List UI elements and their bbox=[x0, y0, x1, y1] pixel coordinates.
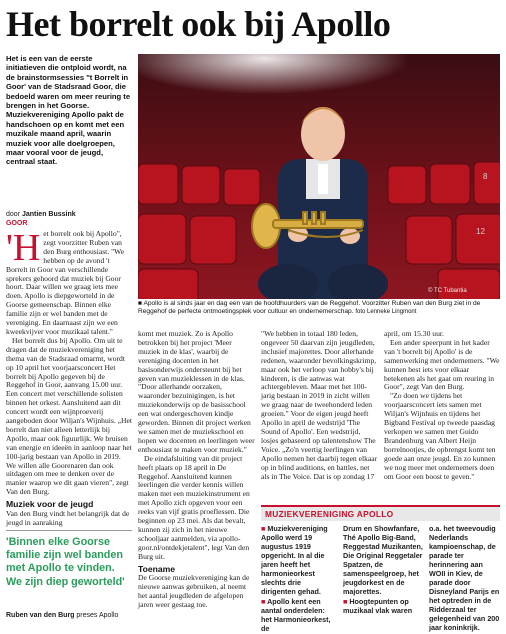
fact-item: ■ Muziekvereniging Apollo werd 19 augustus 1919 opgericht. In al die jaren heeft het harmonieorkest slechts drie dirigenten gehad. bbox=[261, 524, 328, 596]
paragraph: april, om 15.30 uur. bbox=[384, 329, 444, 338]
svg-text:12: 12 bbox=[476, 227, 485, 236]
paragraph: Het borrelt dus bij Apollo. Om uit te dragen dat de muziekvereniging het thema van de Stadsraad omarmt, wordt op 10 april het voorjaarsconcert Het borrelt bij Apollo gegeven bij de Reggehof in Goor, aanvang 15.00 uur. Een concert met verschillende solisten binnen het orkest. Aansluitend aan dit concert wordt een wijnproeverij aangeboden door Wiljan's Wijnhuis. „Het borrelt dan niet alleen letterlijk bij Apollo, maar ook figuurlijk. We bruisen van energie en ideeën in aanloop naar het 100-jarig bestaan van Apollo in 2019. We willen alle Goorenaren dan ook uitdagen om mee te denken over de manier waarop we dit gaan vieren", zegt Van den Burg. bbox=[6, 335, 132, 497]
photo-illustration bbox=[138, 54, 500, 299]
pull-quote: 'Binnen elke Goorse familie zijn wel banden met Apollo te vinden. We zijn diep geworteld' bbox=[6, 536, 125, 588]
article-photo bbox=[138, 54, 500, 299]
paragraph: et borrelt ook bij Apollo", zegt voorzitter Ruben van den Burg enthousiast. "We hebben op de avond 't Borrelt in Goor van verschillende sprekers gehoord dat muziek bij Goor hoort. Daar willen we graag iets mee doen. Apollo is diepgeworteld in de Goorse gemeenschap. Binnen elke familie zijn er wel banden met de vereniging. En daarnaast zijn we een kweekvijver voor muzikaal talent." bbox=[6, 229, 125, 336]
factbox-column-3 bbox=[429, 524, 501, 633]
article-column-4 bbox=[384, 330, 500, 481]
fact-item: ■ Apollo kent een aantal onderdelen: het Harmonieorkest, de bbox=[261, 597, 331, 633]
fact-item: ■ Hoogtepunten op muzikaal vlak waren bbox=[343, 597, 413, 615]
byline bbox=[6, 210, 132, 228]
drop-cap: 'H bbox=[6, 227, 41, 269]
bullet-icon: ■ bbox=[343, 597, 350, 606]
paragraph: "We hebben in totaal 180 leden, ongeveer 50 daarvan zijn jeugdleden, inclusief majorettes. Door allerhande redenen, waaronder bevolkingskrimp, maar ook het verloop van hobby's bij kinderen, is die aanwas wat achtergebleven. Maar met het 100-jarig bestaan in 2019 in zicht willen we graag naar de tweehonderd leden groeien." Voor de eigen jeugd heeft Apollo in april de wedstrijd 'The Sound of Apollo'. Een wedstrijd, losjes gebaseerd op talentenshow The Voice. „Zo'n veertig leerlingen van Apollo nemen het daarbij tegen elkaar op in blind auditions, en battles, net als in The Voice. Dat is op zondag 17 bbox=[261, 329, 378, 481]
article-column-3 bbox=[261, 330, 378, 481]
subheading: Toename bbox=[138, 563, 176, 574]
article-column-1 bbox=[6, 227, 132, 528]
paragraph: De Goorse muziekvereniging kan de nieuwe aanwas gebruiken, al neemt het aantal jeugdleden de afgelopen jaren weer gestaag toe. bbox=[138, 573, 250, 610]
pull-quote-source bbox=[6, 612, 136, 619]
paragraph: Van den Burg vindt het belangrijk dat de jeugd in aanraking bbox=[6, 509, 130, 527]
paragraph: Een ander speerpunt in het kader van 't borrelt bij Apollo' is de samenwerking met ondernemers. "We kunnen best iets voor elkaar betekenen als het gaat om reuring in Goor", zegt Van den Burg. bbox=[384, 337, 500, 392]
factbox-column-2 bbox=[343, 524, 423, 616]
fact-item: Drum en Showfanfare, Thé Apollo Big-Band, Reggestad Muzikanten, Die Original Reggetaler Spatzen, de samenspeelgroep, het jeugdorkest en de majorettes. bbox=[343, 524, 423, 596]
photo-caption bbox=[138, 300, 500, 316]
caption-credit: foto Lenneke Lingmont bbox=[355, 309, 417, 316]
paragraph: "Zo doen we tijdens het voorjaarsconcert iets samen met Wiljan's Wijnhuis en tijdens het Bigband Festival op tweede paasdag verkopen we samen met Guido Brandenburg van Albert Heijn borrelnootjes, de opbrengst komt ten goede aan onze jeugd. En zo kunnen we nog meer met ondernemers doen om Goor een boost te geven." bbox=[384, 391, 496, 481]
caption-text: ■ Apollo is al sinds jaar en dag een van de hoofdhuurders van de Reggehof. Voorzitter Ruben van den Burg ziet in de Reggehof de perfecte ontmoetingsplek voor cultuur en ondernemerschap. bbox=[138, 300, 481, 316]
paragraph: komt met muziek. Zo is Apollo betrokken bij het project 'Meer muziek in de klas', waarbij de vereniging docenten in het basisonderwijs ondersteunt bij het geven van muzieklessen in de klas. "Door allerhande oorzaken, waaronder bezuinigingen, is het muziekonderwijs op de basisschool een wat ondergeschoven kindje geworden. Binnen dit project werken we samen met de muziekschool en hopen we docenten en leerlingen weer enthousiast te maken voor muziek." bbox=[138, 329, 255, 454]
paragraph: De eindafsluiting van dit project heeft plaats op 18 april in De Reggehof. Aansluitend kunnen leerlingen die verder kennis willen maken met een muziekinstrument en met Apollo zich opgeven voor een reeks van vijf gratis proeflessen. Die beginnen op 23 mei. Als dat bevalt, kunnen zij zich in het nieuwe schooljaar aanmelden, via apollo-goor.nl/ontdekjetalent", legt Van den Burg uit. bbox=[138, 453, 250, 561]
factbox-column-1 bbox=[261, 524, 336, 634]
divider bbox=[6, 530, 132, 531]
quote-source-role: preses Apollo bbox=[76, 612, 119, 619]
bullet-icon: ■ bbox=[261, 524, 268, 533]
headline: Het borrelt ook bij Apollo bbox=[6, 4, 391, 44]
byline-author: Jantien Bussink bbox=[21, 211, 76, 218]
factbox-title: MUZIEKVERENIGING APOLLO bbox=[265, 509, 394, 519]
bullet-icon: ■ bbox=[261, 597, 268, 606]
subheading: Muziek voor de jeugd bbox=[6, 499, 94, 510]
photo-watermark: © TC Tubantia bbox=[428, 288, 467, 294]
fact-item: o.a. het tweevoudig Nederlands kampioenschap, de parade ter herinnering aan WOII in Kiev, de parade door Disneyland Parijs en het optreden in de Ridderzaal ter gelegenheid van 200 jaar koninkrijk. bbox=[429, 524, 500, 632]
article-intro: Het is een van de eerste initiatieven die ontploid wordt, na de brainstormsessies "t Borrelt in Goor' van de Stadsraad Goor, die bedoeld waren om meer reuring te brengen in het Goorse. Muziekvereniging Apollo pakt de handschoen op en komt met een muzikale maand april, waarin muziek voor alle doelgroepen, maar vooral voor de jeugd, centraal staat. bbox=[6, 54, 131, 167]
factbox-header bbox=[261, 505, 500, 521]
article-column-2 bbox=[138, 330, 255, 610]
quote-source-name: Ruben van den Burg bbox=[6, 612, 75, 619]
svg-text:8: 8 bbox=[483, 172, 488, 181]
byline-place: GOOR bbox=[6, 220, 28, 227]
byline-prefix: door bbox=[6, 211, 21, 218]
